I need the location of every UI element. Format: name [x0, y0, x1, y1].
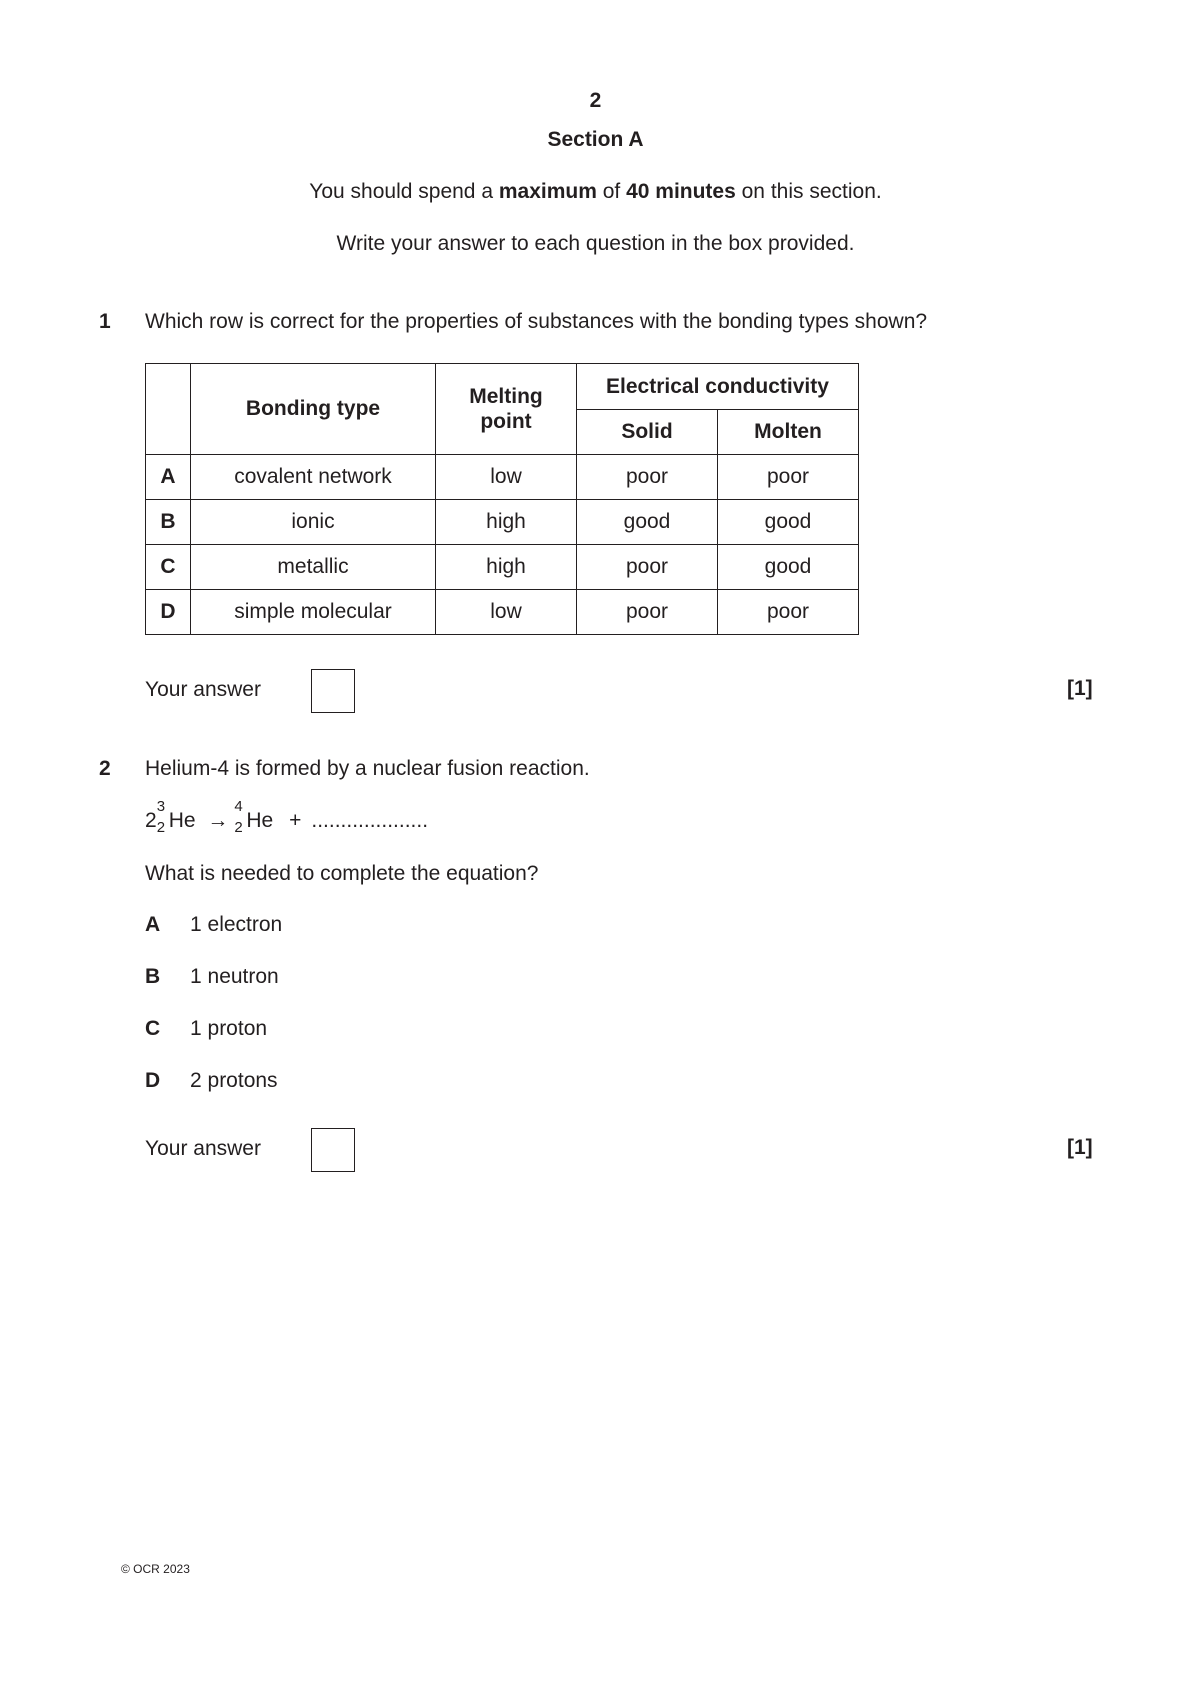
row-letter: B: [146, 500, 191, 545]
option-letter-a: A: [145, 913, 161, 936]
option-text-c: 1 proton: [190, 1017, 268, 1040]
row-letter: C: [146, 545, 191, 590]
option-letter-c: C: [145, 1017, 161, 1040]
table-row: [146, 545, 859, 590]
footer-copyright: © OCR 2023: [121, 1562, 190, 1576]
question-2-text: Helium-4 is formed by a nuclear fusion reaction.: [145, 757, 590, 780]
header-bonding-type: Bonding type: [191, 364, 436, 455]
header-electrical-conductivity: Electrical conductivity: [577, 364, 859, 410]
question-1-text: Which row is correct for the properties of substances with the bonding types shown?: [145, 310, 928, 333]
header-molten: Molten: [718, 410, 859, 455]
table-corner-cell: [146, 364, 191, 455]
option-letter-b: B: [145, 965, 161, 988]
table-row: [146, 500, 859, 545]
row-letter: D: [146, 590, 191, 635]
cell-melting: high: [436, 500, 577, 545]
nuclear-equation: 2 3 2 He → 4 2 He + ....................: [145, 798, 429, 836]
table-row: [146, 590, 859, 635]
cell-melting: high: [436, 545, 577, 590]
option-text-b: 1 neutron: [190, 965, 279, 988]
row-letter: A: [146, 455, 191, 500]
q2-answer-label: Your answer: [145, 1137, 261, 1160]
cell-solid: poor: [577, 590, 718, 635]
q1-answer-label: Your answer: [145, 678, 261, 701]
cell-melting: low: [436, 455, 577, 500]
cell-melting: low: [436, 590, 577, 635]
cell-molten: good: [718, 545, 859, 590]
cell-molten: good: [718, 500, 859, 545]
cell-solid: poor: [577, 545, 718, 590]
cell-bonding: metallic: [191, 545, 436, 590]
option-letter-d: D: [145, 1069, 161, 1092]
q1-marks: [1]: [1067, 677, 1093, 700]
properties-table: [145, 363, 859, 635]
cell-solid: good: [577, 500, 718, 545]
instruction-time: You should spend a maximum of 40 minutes on this section.: [309, 180, 882, 203]
table-row: [146, 455, 859, 500]
cell-bonding: covalent network: [191, 455, 436, 500]
section-title: Section A: [547, 128, 644, 151]
header-solid: Solid: [577, 410, 718, 455]
option-text-d: 2 protons: [190, 1069, 278, 1092]
page-number: 2: [589, 89, 602, 112]
cell-solid: poor: [577, 455, 718, 500]
question-number-1: 1: [99, 310, 111, 333]
cell-molten: poor: [718, 455, 859, 500]
q2-marks: [1]: [1067, 1136, 1093, 1159]
cell-molten: poor: [718, 590, 859, 635]
option-text-a: 1 electron: [190, 913, 283, 936]
cell-bonding: simple molecular: [191, 590, 436, 635]
question-2-prompt: What is needed to complete the equation?: [145, 862, 539, 885]
instruction-answer-box: Write your answer to each question in the box provided.: [336, 232, 855, 255]
header-melting-point: Melting point: [436, 364, 577, 455]
q2-answer-box[interactable]: [311, 1128, 355, 1172]
q1-answer-box[interactable]: [311, 669, 355, 713]
arrow-icon: →: [207, 809, 229, 832]
question-number-2: 2: [99, 757, 111, 780]
cell-bonding: ionic: [191, 500, 436, 545]
